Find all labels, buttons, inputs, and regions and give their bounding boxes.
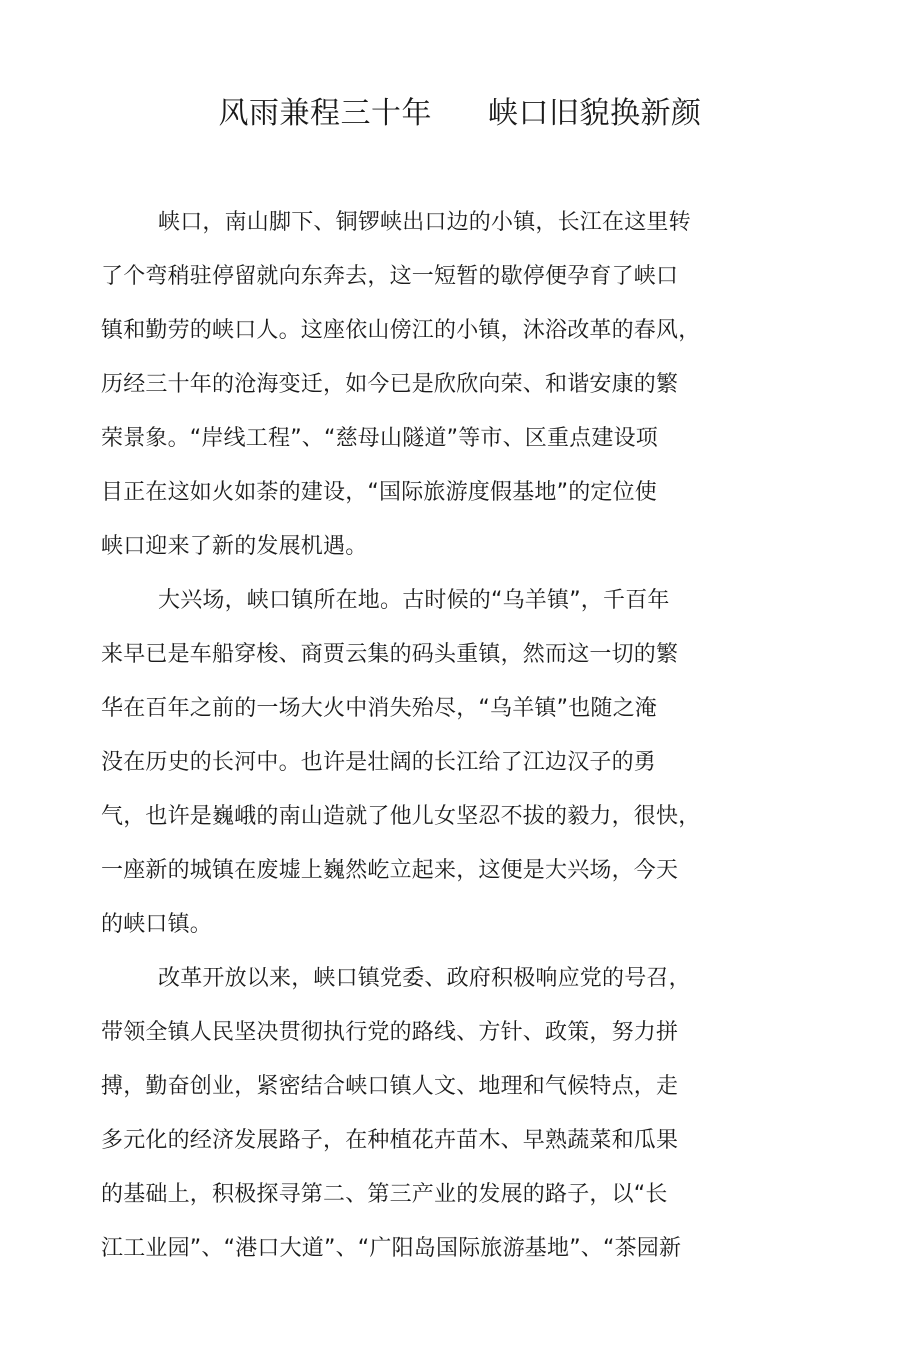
text-line: 历经三十年的沧海变迁，如今已是欣欣向荣、和谐安康的繁 (101, 372, 679, 397)
text-line: 峡口，南山脚下、铜锣峡出口边的小镇，长江在这里转 (158, 210, 691, 235)
text-line: 的基础上，积极探寻第二、第三产业的发展的路子，以“长 (101, 1182, 668, 1207)
paragraph-3 (101, 952, 821, 1276)
text-line: 改革开放以来，峡口镇党委、政府积极响应党的号召， (158, 966, 691, 991)
text-line: 来早已是车船穿梭、商贾云集的码头重镇，然而这一切的繁 (101, 642, 679, 667)
title-part-left: 风雨兼程三十年 (218, 96, 432, 131)
paragraph-1 (101, 196, 821, 574)
document-title (0, 92, 920, 136)
text-line: 镇和勤劳的峡口人。这座依山傍江的小镇，沐浴改革的春风， (101, 318, 701, 343)
text-line: 搏，勤奋创业，紧密结合峡口镇人文、地理和气候特点，走 (101, 1074, 679, 1099)
text-line: 的峡口镇。 (101, 912, 213, 937)
title-part-right: 峡口旧貌换新颜 (488, 96, 702, 131)
paragraph-2 (101, 574, 821, 952)
text-line: 气，也许是巍峨的南山造就了他儿女坚忍不拔的毅力，很快， (101, 804, 701, 829)
text-line: 了个弯稍驻停留就向东奔去，这一短暂的歇停便孕育了峡口 (101, 264, 679, 289)
text-line: 华在百年之前的一场大火中消失殆尽，“乌羊镇”也随之淹 (101, 696, 657, 721)
text-line: 带领全镇人民坚决贯彻执行党的路线、方针、政策，努力拼 (101, 1020, 679, 1045)
text-line: 峡口迎来了新的发展机遇。 (101, 534, 368, 559)
text-line: 没在历史的长河中。也许是壮阔的长江给了江边汉子的勇 (101, 750, 657, 775)
text-line: 荣景象。“岸线工程”、“慈母山隧道”等市、区重点建设项 (101, 426, 658, 451)
text-line: 大兴场，峡口镇所在地。古时候的“乌羊镇”，千百年 (158, 588, 670, 613)
text-line: 江工业园”、“港口大道”、“广阳岛国际旅游基地”、“茶园新 (101, 1236, 682, 1261)
text-line: 目正在这如火如荼的建设，“国际旅游度假基地”的定位使 (101, 480, 657, 505)
text-line: 多元化的经济发展路子，在种植花卉苗木、早熟蔬菜和瓜果 (101, 1128, 679, 1153)
text-line: 一座新的城镇在废墟上巍然屹立起来，这便是大兴场，今天 (101, 858, 679, 883)
document-body (101, 196, 821, 1276)
